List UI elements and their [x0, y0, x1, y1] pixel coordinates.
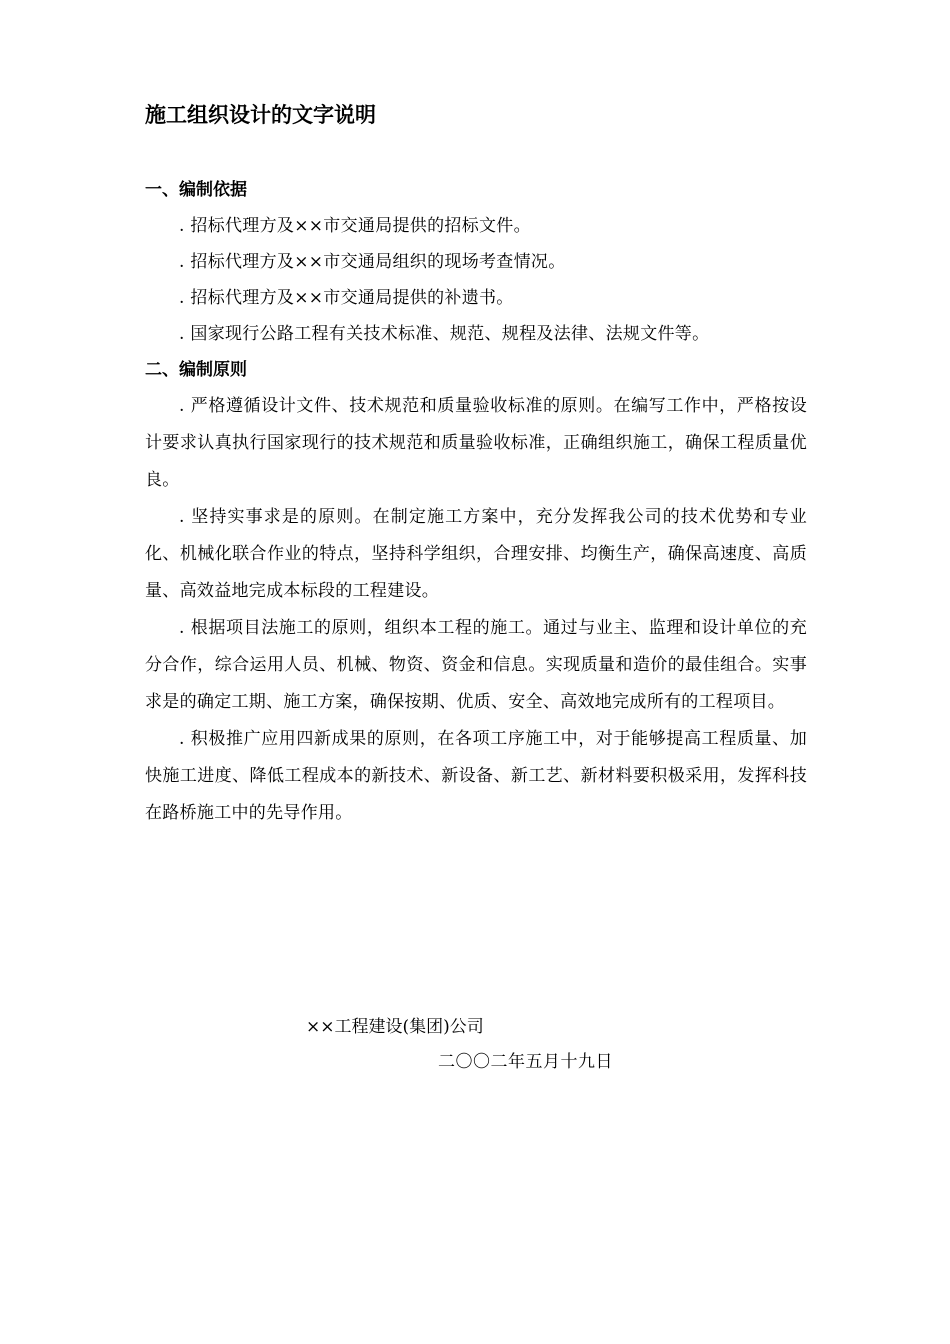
- principle-paragraph: . 严格遵循设计文件、技术规范和质量验收标准的原则。在编写工作中，严格按设计要求认真执行国家现行的技术规范和质量验收标准，正确组织施工，确保工程质量优良。: [145, 396, 807, 490]
- section-heading-basis: 一、编制依据: [145, 180, 247, 200]
- principle-paragraph: . 积极推广应用四新成果的原则，在各项工序施工中，对于能够提高工程质量、加快施工进度、降低工程成本的新技术、新设备、新工艺、新材料要积极采用，发挥科技在路桥施工中的先导作用。: [145, 729, 807, 823]
- basis-item: . 招标代理方及××市交通局组织的现场考查情况。: [179, 252, 566, 272]
- basis-item: . 招标代理方及××市交通局提供的招标文件。: [179, 216, 531, 236]
- document-title: 施工组织设计的文字说明: [145, 103, 376, 127]
- company-signature: ××工程建设(集团)公司: [306, 1017, 484, 1037]
- principle-paragraph: . 根据项目法施工的原则，组织本工程的施工。通过与业主、监理和设计单位的充分合作，综合运用人员、机械、物资、资金和信息。实现质量和造价的最佳组合。实事求是的确定工期、施工方案，确保按期、优质、安全、高效地完成所有的工程项目。: [145, 618, 807, 712]
- basis-item: . 国家现行公路工程有关技术标准、规范、规程及法律、法规文件等。: [179, 324, 710, 344]
- section-heading-principles: 二、编制原则: [145, 360, 247, 380]
- principle-paragraph: . 坚持实事求是的原则。在制定施工方案中，充分发挥我公司的技术优势和专业化、机械化联合作业的特点，坚持科学组织，合理安排、均衡生产，确保高速度、高质量、高效益地完成本标段的工程建设。: [145, 507, 807, 601]
- basis-item: . 招标代理方及××市交通局提供的补遗书。: [179, 288, 514, 308]
- document-date: 二〇〇二年五月十九日: [438, 1052, 613, 1072]
- document-body: [145, 172, 807, 832]
